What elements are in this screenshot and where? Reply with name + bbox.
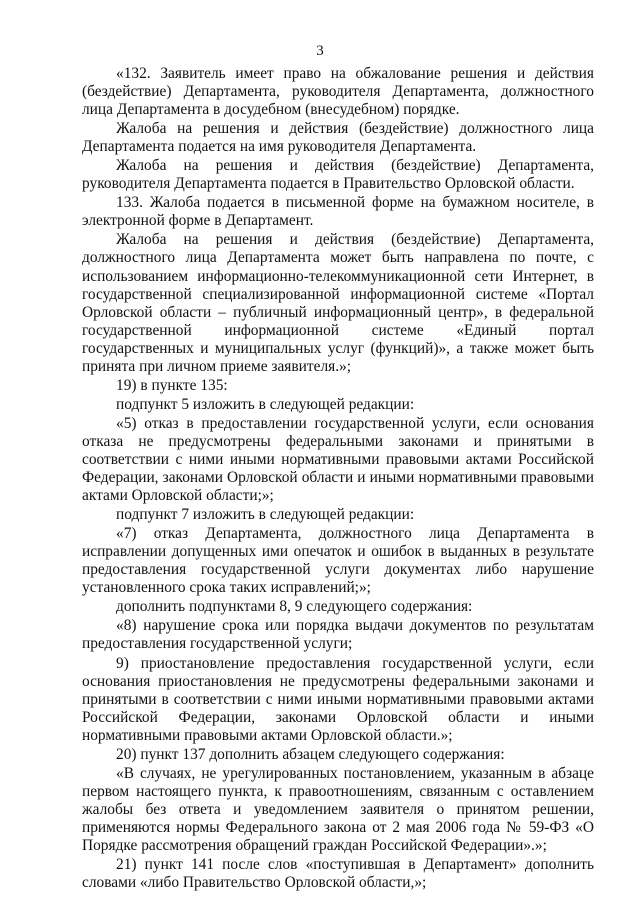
document-body	[82, 65, 594, 892]
paragraph-132: «132. Заявитель имеет право на обжалование решения и действия (бездействие) Департамента, руководителя Департамента, должностного лица Департамента в досудебном (внесудебном) порядке.	[82, 65, 594, 119]
paragraph-complaint-head: Жалоба на решения и действия (бездействие) Департамента, руководителя Департамента подается в Правительство Орловской области.	[82, 157, 594, 193]
paragraph-subitems-8-9-intro: дополнить подпунктами 8, 9 следующего содержания:	[116, 598, 473, 616]
paragraph-133: 133. Жалоба подается в письменной форме на бумажном носителе, в электронной форме в Департамент.	[82, 194, 594, 230]
paragraph-subitem-9: 9) приостановление предоставления государственной услуги, если основания приостановления не предусмотрены федеральными законами и принятыми в соответствии с ними иными нормативными правовыми актами Российской Федерации, законами Орловской области и иными нормативными правовыми актами Орловской области.»;	[82, 654, 594, 744]
paragraph-subitem-8: «8) нарушение срока или порядка выдачи документов по результатам предоставления государственной услуги;	[82, 617, 594, 653]
paragraph-subitem-5-intro: подпункт 5 изложить в следующей редакции:	[116, 395, 415, 413]
paragraph-subitem-5: «5) отказ в предоставлении государственной услуги, если основания отказа не предусмотрены федеральными законами и принятыми в соответствии с ними иными нормативными правовыми актами Российской Федерации, законами Орловской области и иными нормативными правовыми актами Орловской области;»;	[82, 414, 594, 505]
paragraph-item-20: 20) пункт 137 дополнить абзацем следующего содержания:	[116, 745, 505, 763]
paragraph-item-21: 21) пункт 141 после слов «поступившая в Департамент» дополнить словами «либо Правительство Орловской области,»;	[82, 856, 594, 892]
paragraph-item-20-text: «В случаях, не урегулированных постановлением, указанным в абзаце первом настоящего пункта, к правоотношениям, связанным с оставлением жалобы без ответа и уведомлением заявителя о принятом решении, применяются нормы Федерального закона от 2 мая 2006 года № 59-ФЗ «О Порядке рассмотрения обращений граждан Российской Федерации».»;	[82, 764, 594, 854]
paragraph-subitem-7: «7) отказ Департамента, должностного лица Департамента в исправлении допущенных ими опечаток и ошибок в выданных в результате предоставления государственной услуги документах либо нарушение установленного срока таких исправлений;»;	[82, 525, 594, 597]
paragraph-complaint-channels: Жалоба на решения и действия (бездействие) Департамента, должностного лица Департамента может быть направлена по почте, с использованием информационно-телекоммуникационной сети Интернет, в государственной специализированной информационной системе «Портал Орловской области – публичный информационный центр», в федеральной государственной информационной системе «Единый портал государственных и муниципальных услуг (функций)», а также может быть принята при личном приеме заявителя.»;	[82, 231, 594, 375]
paragraph-complaint-official: Жалоба на решения и действия (бездействие) должностного лица Департамента подается на имя руководителя Департамента.	[82, 120, 594, 156]
paragraph-subitem-7-intro: подпункт 7 изложить в следующей редакции:	[116, 506, 415, 524]
page-number: 3	[316, 43, 324, 59]
paragraph-item-19: 19) в пункте 135:	[116, 376, 228, 394]
